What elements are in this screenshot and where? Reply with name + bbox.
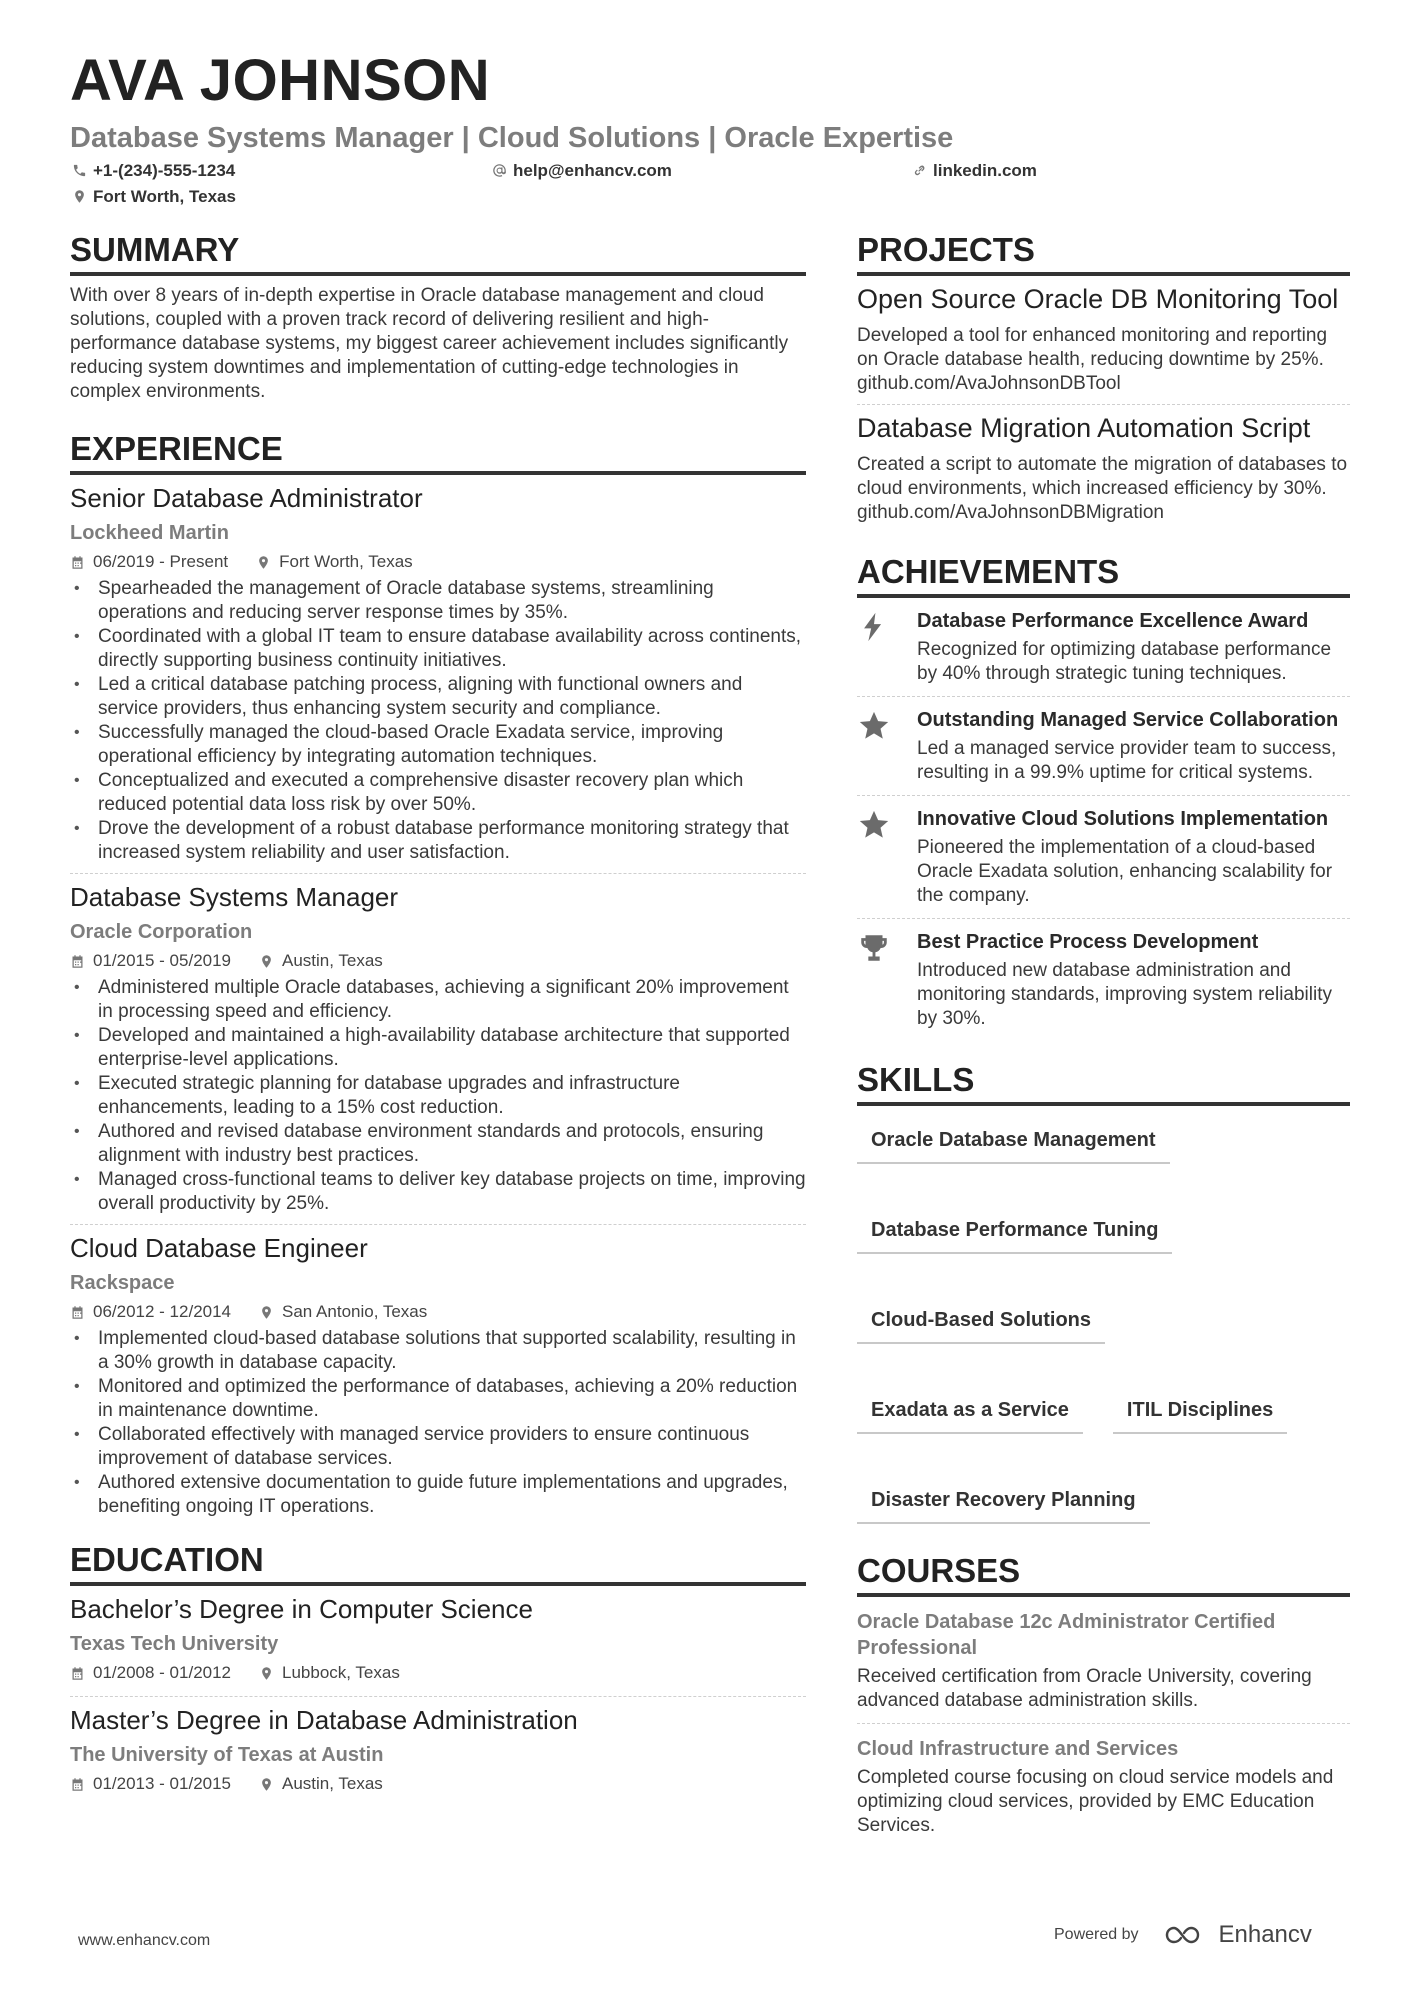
section-title-summary: SUMMARY (70, 233, 806, 276)
brand-name: Enhancv (1218, 1921, 1312, 1948)
headline: Database Systems Manager | Cloud Solutions | Oracle Expertise (70, 122, 954, 154)
bolt-icon (857, 610, 891, 644)
company-name: Lockheed Martin (70, 522, 229, 544)
bullet-item: • Managed cross-functional teams to deliver key database projects on time, improving overall productivity by 25%. (70, 1168, 806, 1216)
calendar-icon (70, 555, 85, 570)
achievement-item (857, 598, 1350, 697)
education-location: Austin, Texas (282, 1774, 383, 1793)
job-dates: 01/2015 - 05/2019 (93, 951, 232, 970)
section-title-skills: SKILLS (857, 1063, 1350, 1106)
education-dates: 01/2013 - 01/2015 (93, 1774, 232, 1793)
achievement-item (857, 697, 1350, 796)
projects-section (857, 233, 1350, 533)
bullet-item: • Implemented cloud-based database solutions that supported scalability, resulting in a 30% growth in database capacity. (70, 1327, 806, 1375)
phone-icon (72, 163, 87, 178)
email-text: help@enhancv.com (513, 161, 672, 180)
skill-tag: Cloud-Based Solutions (857, 1302, 1105, 1344)
bullet-item: • Successfully managed the cloud-based Oracle Exadata service, improving operational efficiency by integrating automation techniques. (70, 721, 806, 769)
job-meta (70, 1301, 806, 1323)
job-location: San Antonio, Texas (282, 1302, 428, 1321)
achievement-title: Innovative Cloud Solutions Implementation (917, 808, 1329, 830)
education-section (70, 1543, 806, 1807)
job-title: Cloud Database Engineer (70, 1233, 368, 1263)
job-meta (70, 950, 806, 972)
left-column (70, 233, 806, 1807)
achievement-description: Introduced new database administration and monitoring standards, improving system reliability by 30%. (917, 960, 1332, 1029)
experience-section (70, 432, 806, 1527)
location-pin-icon (259, 954, 274, 969)
section-title-achievements: ACHIEVEMENTS (857, 555, 1350, 598)
bullet-item: • Authored extensive documentation to guide future implementations and upgrades, benefiting ongoing IT operations. (70, 1471, 806, 1519)
contact-linkedin[interactable] (912, 162, 1037, 179)
project-entry (857, 276, 1350, 405)
skill-tag: Database Performance Tuning (857, 1212, 1172, 1254)
skills-list (857, 1106, 1350, 1524)
project-entry (857, 405, 1350, 533)
education-meta (70, 1773, 806, 1795)
job-title: Senior Database Administrator (70, 483, 423, 513)
skills-section (857, 1063, 1350, 1524)
bullet-item: • Conceptualized and executed a comprehensive disaster recovery plan which reduced potential data loss risk by over 50%. (70, 769, 806, 817)
course-item (857, 1724, 1350, 1848)
achievement-title: Database Performance Excellence Award (917, 610, 1309, 632)
contact-email[interactable] (492, 162, 672, 179)
experience-entry (70, 874, 806, 1225)
calendar-icon (70, 1305, 85, 1320)
bullet-item: • Developed and maintained a high-availability database architecture that supported enterprise-level applications. (70, 1024, 806, 1072)
education-entry (70, 1697, 806, 1807)
course-name: Cloud Infrastructure and Services (857, 1738, 1179, 1760)
contact-phone (72, 162, 235, 179)
degree-title: Master’s Degree in Database Administration (70, 1705, 578, 1735)
section-title-education: EDUCATION (70, 1543, 806, 1586)
project-name: Open Source Oracle DB Monitoring Tool (857, 284, 1339, 314)
bullet-item: • Administered multiple Oracle databases, achieving a significant 20% improvement in processing speed and efficiency. (70, 976, 806, 1024)
enhancv-logo-icon (1163, 1923, 1209, 1947)
job-dates: 06/2019 - Present (93, 552, 229, 571)
achievement-description: Recognized for optimizing database performance by 40% through strategic tuning techniques. (917, 639, 1332, 684)
location-pin-icon (259, 1777, 274, 1792)
achievement-title: Best Practice Process Development (917, 931, 1259, 953)
section-title-courses: COURSES (857, 1554, 1350, 1597)
project-name: Database Migration Automation Script (857, 413, 1311, 443)
section-title-experience: EXPERIENCE (70, 432, 806, 475)
location-text: Fort Worth, Texas (93, 187, 236, 206)
achievement-item (857, 796, 1350, 919)
job-title: Database Systems Manager (70, 882, 399, 912)
bullet-item: • Authored and revised database environment standards and protocols, ensuring alignment with industry best practices. (70, 1120, 806, 1168)
course-description: Completed course focusing on cloud service models and optimizing cloud services, provided by EMC Education Services. (857, 1767, 1334, 1836)
school-name: The University of Texas at Austin (70, 1744, 384, 1766)
education-meta (70, 1662, 806, 1684)
achievement-description: Led a managed service provider team to success, resulting in a 99.9% uptime for critical systems. (917, 738, 1337, 783)
education-entry (70, 1586, 806, 1697)
calendar-icon (70, 954, 85, 969)
right-column (857, 233, 1350, 1848)
experience-entry (70, 475, 806, 874)
company-name: Oracle Corporation (70, 921, 253, 943)
skill-tag: Disaster Recovery Planning (857, 1482, 1150, 1524)
skill-tag: Oracle Database Management (857, 1122, 1170, 1164)
section-title-projects: PROJECTS (857, 233, 1350, 276)
course-name: Oracle Database 12c Administrator Certified Professional (857, 1611, 1276, 1659)
calendar-icon (70, 1777, 85, 1792)
location-pin-icon (256, 555, 271, 570)
bullet-item: • Executed strategic planning for database upgrades and infrastructure enhancements, leading to a 15% cost reduction. (70, 1072, 806, 1120)
summary-section (70, 233, 806, 404)
job-bullets (70, 976, 806, 1216)
job-bullets (70, 1327, 806, 1519)
bullet-item: • Monitored and optimized the performance of databases, achieving a 20% reduction in maintenance downtime. (70, 1375, 806, 1423)
job-location: Fort Worth, Texas (279, 552, 413, 571)
bullet-item: • Spearheaded the management of Oracle database systems, streamlining operations and reducing server response times by 35%. (70, 577, 806, 625)
experience-entry (70, 1225, 806, 1527)
link-icon (912, 163, 927, 178)
trophy-icon (857, 931, 891, 965)
achievement-description: Pioneered the implementation of a cloud-based Oracle Exadata solution, enhancing scalability for the company. (917, 837, 1333, 906)
achievements-section (857, 555, 1350, 1041)
courses-section (857, 1554, 1350, 1848)
job-dates: 06/2012 - 12/2014 (93, 1302, 232, 1321)
bullet-item: • Drove the development of a robust database performance monitoring strategy that increased system reliability and user satisfaction. (70, 817, 806, 865)
achievement-title: Outstanding Managed Service Collaboration (917, 709, 1339, 731)
job-meta (70, 551, 806, 573)
skill-tag: ITIL Disciplines (1113, 1392, 1287, 1434)
education-location: Lubbock, Texas (282, 1663, 400, 1682)
bullet-item: • Led a critical database patching process, aligning with functional owners and service providers, thus enhancing system security and compliance. (70, 673, 806, 721)
contact-location (72, 188, 236, 205)
education-dates: 01/2008 - 01/2012 (93, 1663, 232, 1682)
job-bullets (70, 577, 806, 865)
course-item (857, 1597, 1350, 1724)
course-description: Received certification from Oracle University, covering advanced database administration skills. (857, 1666, 1312, 1711)
brand-logo[interactable] (1163, 1921, 1312, 1949)
at-icon (492, 163, 507, 178)
job-location: Austin, Texas (282, 951, 383, 970)
candidate-name: AVA JOHNSON (70, 48, 491, 113)
summary-text: With over 8 years of in-depth expertise in Oracle database management and cloud solutions, coupled with a proven track record of delivering resilient and high-performance database systems, my biggest career achievement includes significantly reducing system downtimes and implementation of cutting-edge technologies in complex environments. (70, 285, 789, 402)
degree-title: Bachelor’s Degree in Computer Science (70, 1594, 533, 1624)
star-icon (857, 709, 891, 743)
footer-branding (1054, 1921, 1312, 1949)
project-description: Created a script to automate the migration of databases to cloud environments, which increased efficiency by 30%. github.com/AvaJohnsonDBMigration (857, 454, 1348, 523)
bullet-item: • Collaborated effectively with managed service providers to ensure continuous improvement of database services. (70, 1423, 806, 1471)
location-pin-icon (72, 189, 87, 204)
company-name: Rackspace (70, 1272, 175, 1294)
phone-text: +1-(234)-555-1234 (93, 161, 236, 180)
school-name: Texas Tech University (70, 1633, 279, 1655)
linkedin-text: linkedin.com (933, 161, 1037, 180)
location-pin-icon (259, 1305, 274, 1320)
skill-tag: Exadata as a Service (857, 1392, 1083, 1434)
bullet-item: • Coordinated with a global IT team to ensure database availability across continents, directly supporting business continuity initiatives. (70, 625, 806, 673)
footer-website[interactable]: www.enhancv.com (78, 1932, 211, 1949)
location-pin-icon (259, 1666, 274, 1681)
powered-by-label: Powered by (1054, 1926, 1139, 1943)
calendar-icon (70, 1666, 85, 1681)
star-icon (857, 808, 891, 842)
achievement-item (857, 919, 1350, 1041)
project-description: Developed a tool for enhanced monitoring and reporting on Oracle database health, reducing downtime by 25%. github.com/AvaJohnsonDBTool (857, 325, 1328, 394)
